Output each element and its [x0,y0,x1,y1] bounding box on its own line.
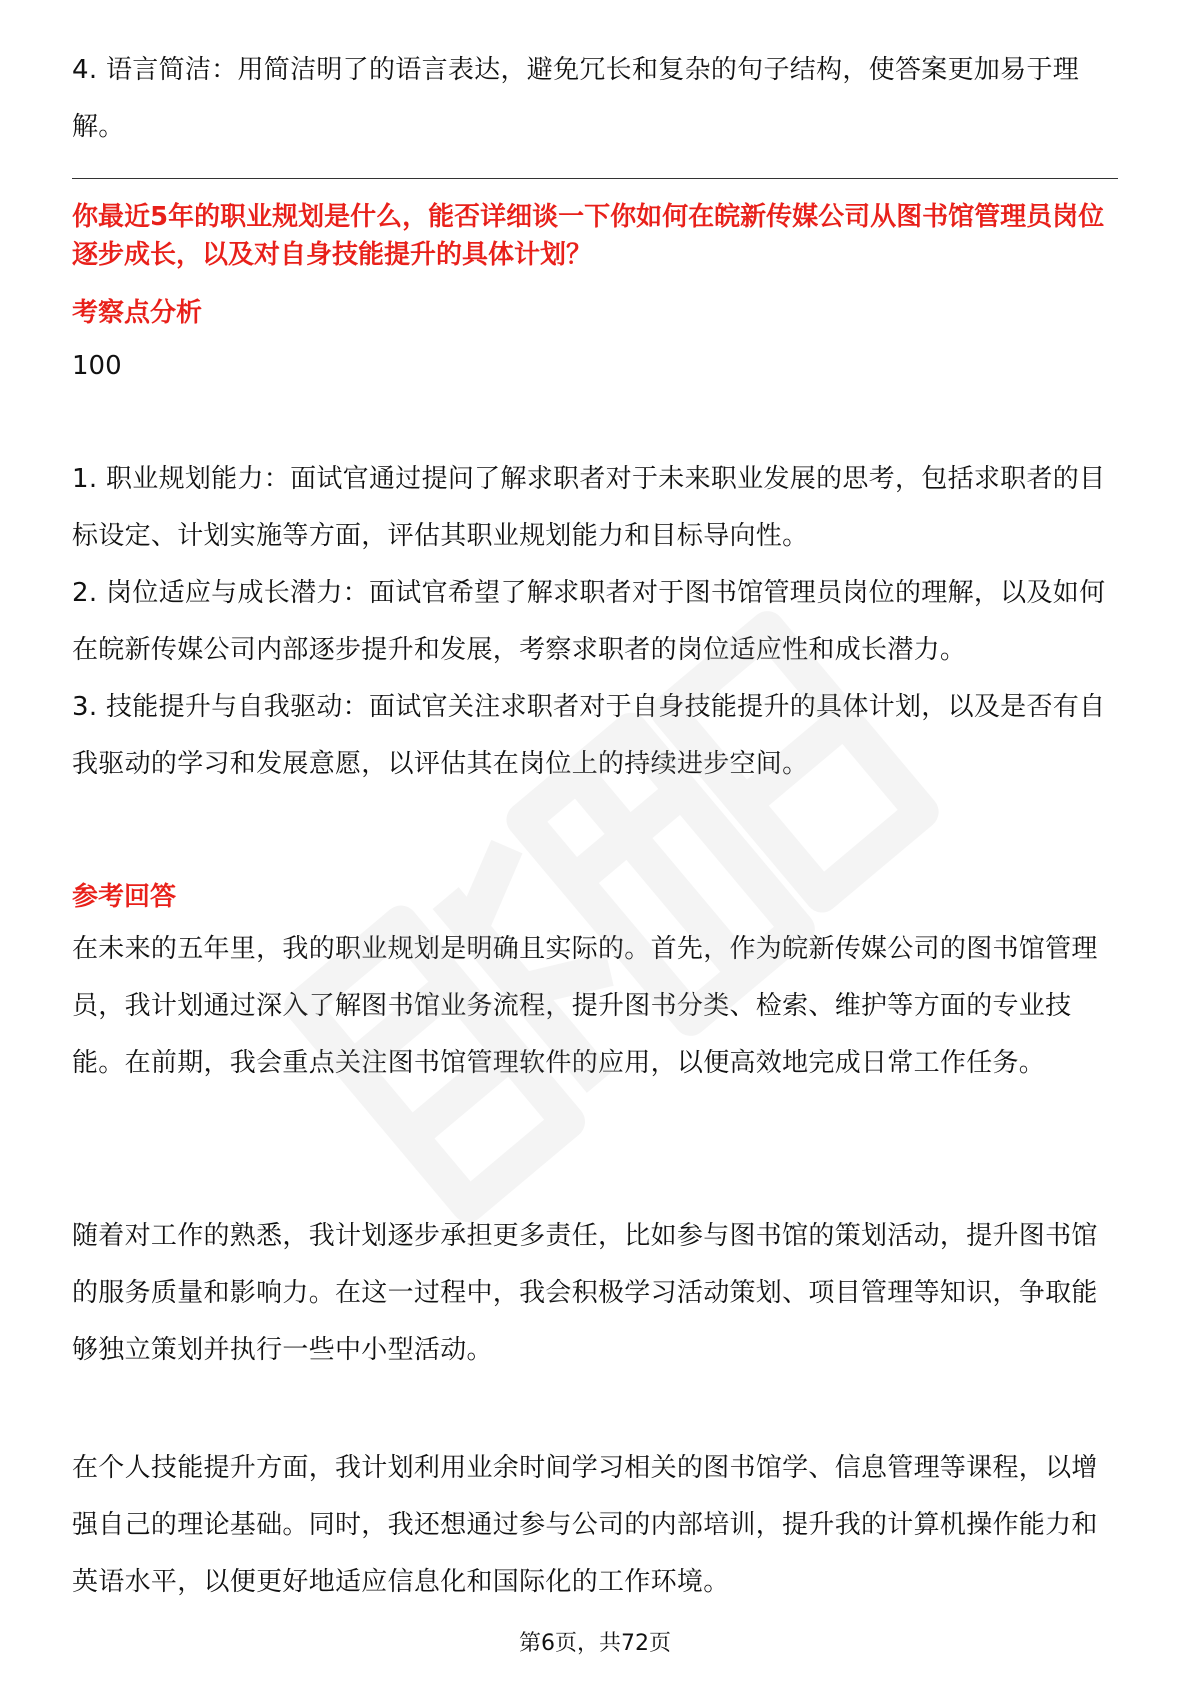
document-page [72,0,1118,1684]
answer-paragraph: 在个人技能提升方面，我计划利用业余时间学习相关的图书馆学、信息管理等课程，以增强自己的理论基础。同时，我还想通过参与公司的内部培训，提升我的计算机操作能力和英语水平，以便更好地适应信息化和国际化的工作环境。 [72,1453,1098,1597]
analysis-item: 1. 职业规划能力：面试官通过提问了解求职者对于未来职业发展的思考，包括求职者的目标设定、计划实施等方面，评估其职业规划能力和目标导向性。 [72,464,1106,551]
answer-paragraph: 在未来的五年里，我的职业规划是明确且实际的。首先，作为皖新传媒公司的图书馆管理员，我计划通过深入了解图书馆业务流程，提升图书分类、检索、维护等方面的专业技能。在前期，我会重点关注图书馆管理软件的应用，以便高效地完成日常工作任务。 [72,934,1098,1078]
page-footer: 第6页，共72页 [519,1631,671,1656]
analysis-item: 3. 技能提升与自我驱动：面试官关注求职者对于自身技能提升的具体计划，以及是否有自我驱动的学习和发展意愿，以评估其在岗位上的持续进步空间。 [72,692,1106,779]
analysis-score: 100 [72,351,122,381]
reference-heading: 参考回答 [72,882,177,912]
analysis-item: 2. 岗位适应与成长潜力：面试官希望了解求职者对于图书馆管理员岗位的理解，以及如何在皖新传媒公司内部逐步提升和发展，考察求职者的岗位适应性和成长潜力。 [72,578,1106,665]
analysis-list [72,451,1118,793]
analysis-heading: 考察点分析 [72,298,203,328]
interview-question: 你最近5年的职业规划是什么，能否详细谈一下你如何在皖新传媒公司从图书馆管理员岗位逐步成长，以及对自身技能提升的具体计划？ [72,202,1105,270]
section-divider [72,178,1118,179]
answer-paragraph: 随着对工作的熟悉，我计划逐步承担更多责任，比如参与图书馆的策划活动，提升图书馆的服务质量和影响力。在这一过程中，我会积极学习活动策划、项目管理等知识，争取能够独立策划并执行一些中小型活动。 [72,1221,1098,1365]
previous-item-text: 4. 语言简洁：用简洁明了的语言表达，避免冗长和复杂的句子结构，使答案更加易于理解。 [72,55,1080,142]
